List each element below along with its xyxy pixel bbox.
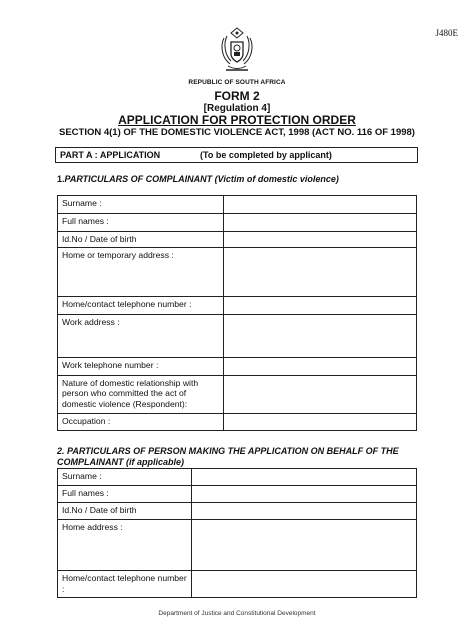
- full-names-field[interactable]: [224, 214, 417, 232]
- table-row: [58, 314, 417, 357]
- work-telephone-field[interactable]: [224, 357, 417, 375]
- field-label: Occupation :: [58, 413, 224, 430]
- work-address-field[interactable]: [224, 314, 417, 357]
- applicant-full-names-field[interactable]: [192, 486, 417, 503]
- field-label: Id.No / Date of birth: [58, 503, 192, 520]
- table-row: [58, 196, 417, 214]
- field-label: Id.No / Date of birth: [58, 232, 224, 248]
- field-label: Nature of domestic relationship with person who committed the act of domestic violence (Respondent):: [58, 375, 224, 413]
- surname-field[interactable]: [224, 196, 417, 214]
- form-code: J480E: [435, 28, 458, 38]
- application-title: APPLICATION FOR PROTECTION ORDER: [118, 113, 356, 127]
- footer-department: Department of Justice and Constitutional Development: [158, 610, 316, 617]
- field-label: Home or temporary address :: [58, 247, 224, 296]
- table-row: [58, 357, 417, 375]
- table-row: [58, 571, 417, 598]
- field-label: Surname :: [58, 196, 224, 214]
- form-title: FORM 2: [214, 89, 260, 103]
- section2-heading: 2. PARTICULARS OF PERSON MAKING THE APPLICATION ON BEHALF OF THE COMPLAINANT (if applicable): [57, 446, 399, 467]
- part-a-label: PART A : APPLICATION: [60, 150, 161, 160]
- home-address-field[interactable]: [224, 247, 417, 296]
- table-row: [58, 296, 417, 314]
- field-label: Home/contact telephone number :: [58, 296, 224, 314]
- part-a-header: [55, 147, 418, 163]
- id-dob-field[interactable]: [224, 232, 417, 248]
- table-row: [58, 375, 417, 413]
- part-a-note: (To be completed by applicant): [200, 150, 332, 160]
- table-row: [58, 520, 417, 571]
- regulation-label: [Regulation 4]: [203, 103, 271, 114]
- field-label: Work address :: [58, 314, 224, 357]
- table-row: [58, 214, 417, 232]
- section1-heading: [57, 174, 339, 184]
- section1-number: 1.: [57, 174, 65, 184]
- table-row: [58, 413, 417, 430]
- field-label: Home address :: [58, 520, 192, 571]
- republic-label: REPUBLIC OF SOUTH AFRICA: [188, 79, 286, 86]
- relationship-field[interactable]: [224, 375, 417, 413]
- field-label: Full names :: [58, 486, 192, 503]
- coat-of-arms-icon: [216, 24, 258, 76]
- complainant-table: [57, 195, 417, 431]
- applicant-telephone-field[interactable]: [192, 571, 417, 598]
- applicant-home-address-field[interactable]: [192, 520, 417, 571]
- field-label: Home/contact telephone number :: [58, 571, 192, 598]
- field-label: Work telephone number :: [58, 357, 224, 375]
- section-line: SECTION 4(1) OF THE DOMESTIC VIOLENCE ACT, 1998 (ACT NO. 116 OF 1998): [59, 127, 415, 138]
- section1-title: PARTICULARS OF COMPLAINANT (Victim of domestic violence): [64, 174, 339, 184]
- table-row: [58, 469, 417, 486]
- applicant-id-dob-field[interactable]: [192, 503, 417, 520]
- table-row: [58, 247, 417, 296]
- table-row: [58, 503, 417, 520]
- applicant-table: [57, 468, 417, 598]
- table-row: [58, 232, 417, 248]
- occupation-field[interactable]: [224, 413, 417, 430]
- home-telephone-field[interactable]: [224, 296, 417, 314]
- table-row: [58, 486, 417, 503]
- applicant-surname-field[interactable]: [192, 469, 417, 486]
- field-label: Full names :: [58, 214, 224, 232]
- field-label: Surname :: [58, 469, 192, 486]
